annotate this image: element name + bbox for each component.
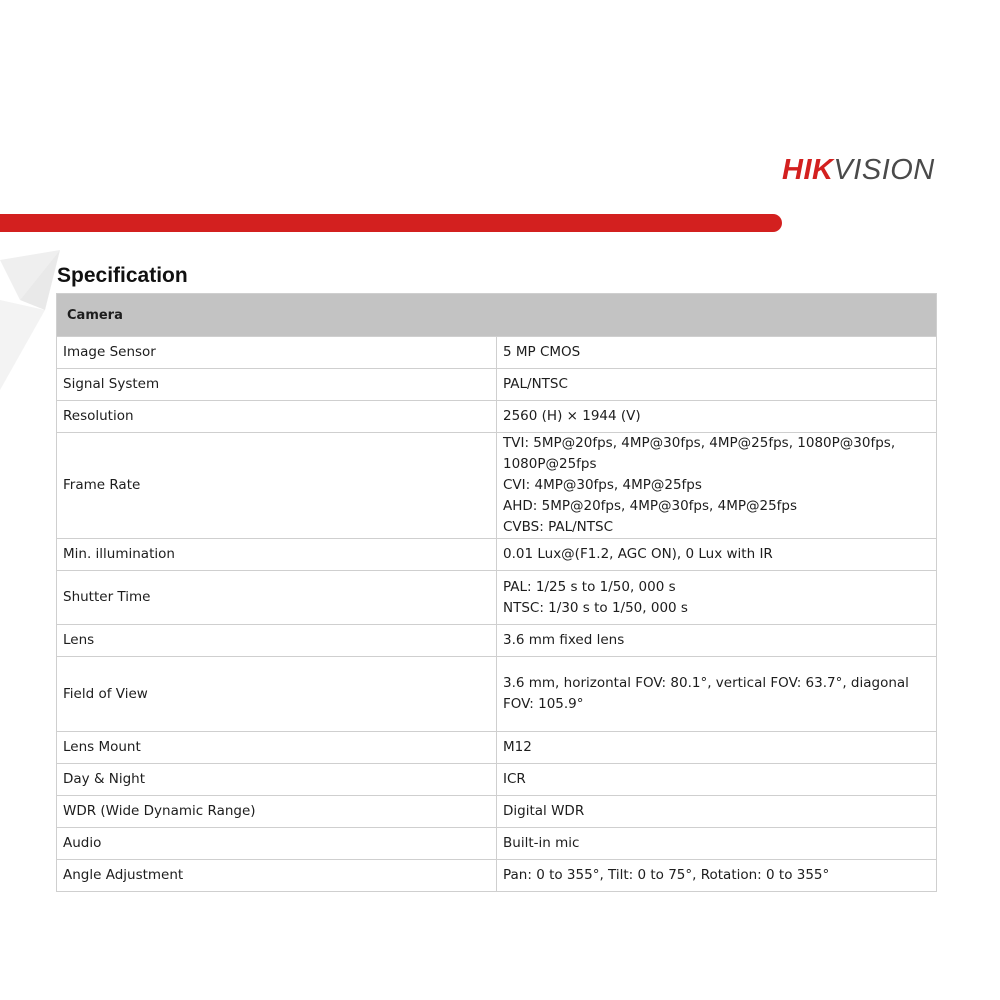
spec-row <box>57 539 937 571</box>
spec-row <box>57 796 937 828</box>
spec-value-line: 2560 (H) × 1944 (V) <box>503 408 641 424</box>
spec-label: Audio <box>57 828 497 860</box>
spec-table <box>56 293 937 892</box>
spec-row <box>57 764 937 796</box>
spec-label: Shutter Time <box>57 571 497 625</box>
spec-value <box>497 369 937 401</box>
spec-label: Resolution <box>57 401 497 433</box>
spec-label: Angle Adjustment <box>57 860 497 892</box>
spec-value <box>497 764 937 796</box>
spec-label: Day & Night <box>57 764 497 796</box>
spec-value <box>497 401 937 433</box>
spec-value-line: 0.01 Lux@(F1.2, AGC ON), 0 Lux with IR <box>503 546 773 562</box>
spec-value-line: PAL: 1/25 s to 1/50, 000 s <box>503 578 676 595</box>
spec-value-line: 3.6 mm, horizontal FOV: 80.1°, vertical FOV: 63.7°, diagonal FOV: 105.9° <box>503 675 909 712</box>
spec-value <box>497 571 937 625</box>
spec-label: Frame Rate <box>57 433 497 539</box>
spec-value-line: NTSC: 1/30 s to 1/50, 000 s <box>503 599 688 616</box>
spec-row <box>57 571 937 625</box>
spec-label: Image Sensor <box>57 337 497 369</box>
hikvision-logo <box>782 154 935 187</box>
spec-value-line: TVI: 5MP@20fps, 4MP@30fps, 4MP@25fps, 1080P@30fps, 1080P@25fps <box>503 435 896 472</box>
spec-value <box>497 337 937 369</box>
spec-value-line: Digital WDR <box>503 803 585 819</box>
spec-value-line: PAL/NTSC <box>503 376 568 392</box>
spec-row <box>57 369 937 401</box>
spec-label: Lens <box>57 625 497 657</box>
spec-row <box>57 860 937 892</box>
spec-row <box>57 401 937 433</box>
spec-row <box>57 337 937 369</box>
spec-label: Field of View <box>57 657 497 732</box>
spec-value <box>497 860 937 892</box>
header-red-bar <box>0 214 782 232</box>
section-header: Camera <box>57 294 937 337</box>
logo-vision-text: VISION <box>833 154 935 186</box>
logo-hik-text: HIK <box>782 154 834 186</box>
page-title: Specification <box>57 264 188 287</box>
spec-value-line: Built-in mic <box>503 835 580 851</box>
spec-value-line: 3.6 mm fixed lens <box>503 632 625 648</box>
spec-label: WDR (Wide Dynamic Range) <box>57 796 497 828</box>
spec-value-line: CVBS: PAL/NTSC <box>503 519 614 535</box>
spec-value <box>497 539 937 571</box>
spec-value-line: 5 MP CMOS <box>503 344 581 360</box>
spec-row <box>57 657 937 732</box>
spec-row <box>57 625 937 657</box>
spec-label: Min. illumination <box>57 539 497 571</box>
spec-value-line: Pan: 0 to 355°, Tilt: 0 to 75°, Rotation: 0 to 355° <box>503 867 830 883</box>
spec-value <box>497 433 937 539</box>
spec-value-line: AHD: 5MP@20fps, 4MP@30fps, 4MP@25fps <box>503 498 798 514</box>
spec-label: Lens Mount <box>57 732 497 764</box>
spec-value-line: M12 <box>503 739 532 755</box>
spec-label: Signal System <box>57 369 497 401</box>
spec-row <box>57 732 937 764</box>
spec-value <box>497 796 937 828</box>
section-header-row <box>57 294 937 337</box>
spec-value <box>497 625 937 657</box>
spec-row <box>57 828 937 860</box>
spec-value-line: CVI: 4MP@30fps, 4MP@25fps <box>503 477 702 493</box>
spec-value <box>497 828 937 860</box>
spec-row <box>57 433 937 539</box>
spec-value <box>497 657 937 732</box>
spec-value <box>497 732 937 764</box>
spec-value-line: ICR <box>503 771 526 787</box>
